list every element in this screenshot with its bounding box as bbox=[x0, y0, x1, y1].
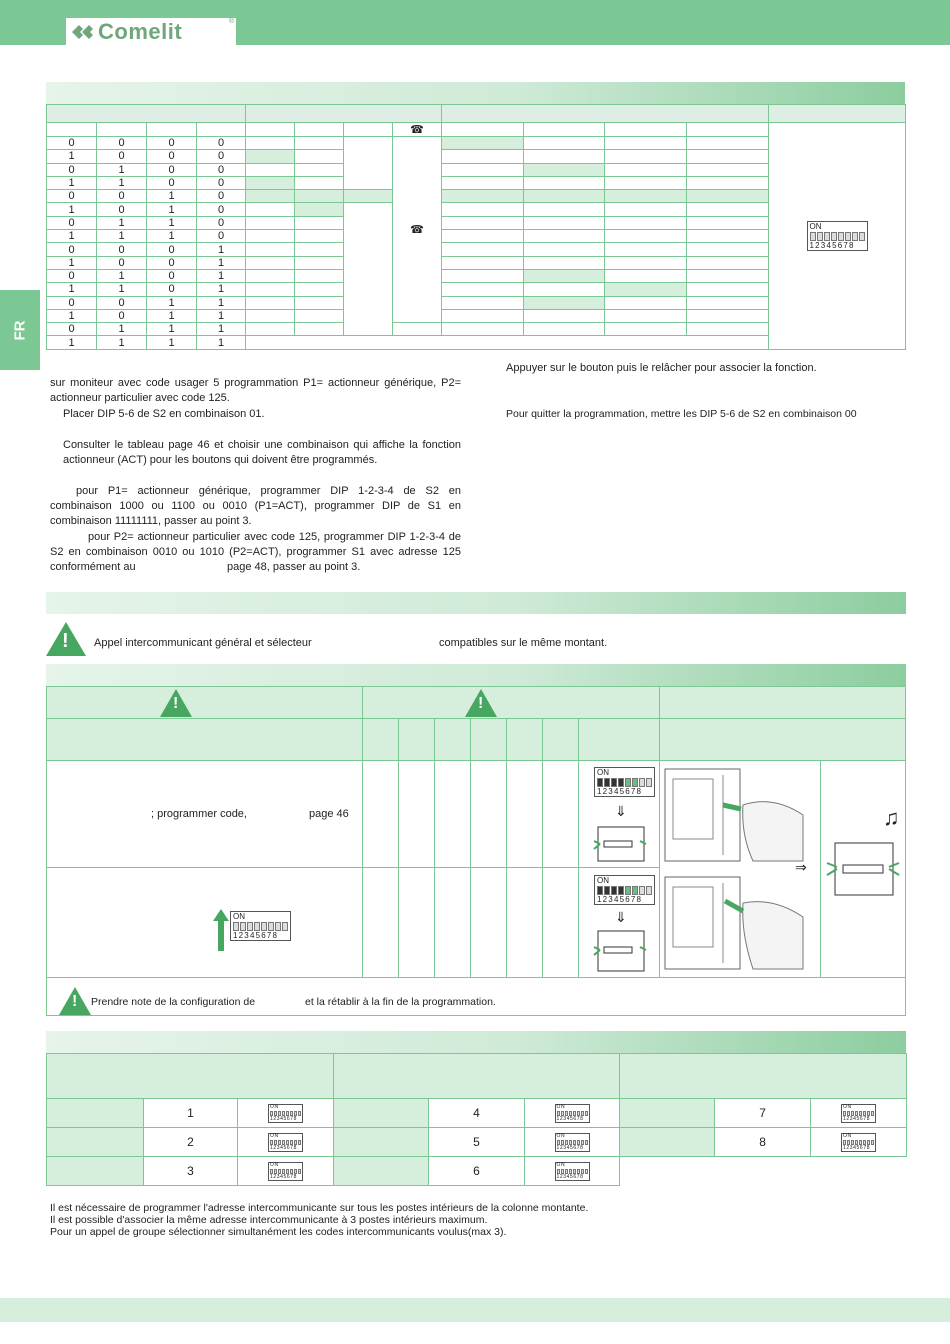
dip-switch-icon: ON 12345678 bbox=[841, 1104, 876, 1123]
left-paragraph-2: Placer DIP 5-6 de S2 en combinaison 01. bbox=[63, 408, 265, 420]
left-paragraph-4: pour P1= actionneur générique, programmer DIP 1-2-3-4 de S2 en combinaison 1000 ou 1100 ou 0010 (P1=ACT), programmer DIP de S1 en combinaison 11111111, passer au point 3. bbox=[50, 485, 461, 527]
table-row: 0 1 1 0 bbox=[47, 216, 906, 229]
warning-icon: ! bbox=[160, 689, 192, 717]
dip-switch-icon: ON 12345678 bbox=[594, 767, 655, 797]
language-tab-label: FR bbox=[11, 320, 29, 340]
table-row: 1 0 0 0 bbox=[47, 150, 906, 163]
intercom-address-table bbox=[46, 1053, 907, 1186]
note-text-a: Prendre note de la configuration de bbox=[91, 996, 256, 1008]
right-arrow-icon: ⇒ bbox=[795, 859, 807, 875]
bottom-note-1: Il est nécessaire de programmer l'adresse intercommunicante sur tous les postes intérieurs de la colonne montante. bbox=[50, 1202, 589, 1214]
table-row: 1 1 0 1 bbox=[47, 283, 906, 296]
dip-combination-table bbox=[46, 104, 906, 350]
logo-mark-icon bbox=[70, 23, 98, 41]
warning-text-a: Appel intercommunicant général et sélecteur bbox=[94, 637, 312, 649]
box-header-row-2 bbox=[47, 719, 905, 761]
left-paragraph-5b: page 48, passer au point 3. bbox=[227, 561, 361, 573]
table-row: 3 ON 12345678 6 ON 12345678 bbox=[47, 1157, 907, 1186]
table-row: 0 1 0 0 bbox=[47, 163, 906, 176]
dip-switch-icon: ON 12345678 bbox=[268, 1104, 303, 1123]
brand-name: Comelit bbox=[98, 18, 183, 44]
row1-text-a: ; programmer code, bbox=[151, 808, 247, 820]
handset-icon: ☎ bbox=[393, 123, 442, 137]
handset-icon: ☎ bbox=[410, 223, 424, 236]
dip-switch-cell bbox=[769, 123, 906, 350]
bottom-note-2: Il est possible d'associer la même adresse intercommunicante à 3 postes intérieurs maximum. bbox=[50, 1214, 488, 1226]
section-band-1 bbox=[46, 82, 905, 104]
right-paragraph-1: Appuyer sur le bouton puis le relâcher pour associer la fonction. bbox=[506, 362, 817, 374]
note-text-b: et la rétablir à la fin de la programmation. bbox=[305, 996, 496, 1008]
dip-switch-icon: ON 12345678 bbox=[555, 1133, 590, 1152]
table-row: 0 0 1 1 bbox=[47, 296, 906, 309]
table-row: 1 ON 12345678 4 ON 12345678 7 ON 12345678 bbox=[47, 1099, 907, 1128]
dip-switch-icon: ON 12345678 bbox=[268, 1133, 303, 1152]
button-led-icon bbox=[823, 837, 903, 900]
table-row: 1 1 0 0 bbox=[47, 176, 906, 189]
table-row: 0 0 1 0 bbox=[47, 190, 906, 203]
row1-text-b: page 46 bbox=[309, 808, 349, 820]
warning-text-b: compatibles sur le même montant. bbox=[439, 637, 608, 649]
monitor-press-illustration bbox=[663, 765, 813, 868]
table-row: 0 1 0 1 bbox=[47, 269, 906, 282]
programming-procedure-box bbox=[46, 686, 906, 1016]
table-row: 1 0 1 0 bbox=[47, 203, 906, 216]
dip-switch-icon: ON 12345678 bbox=[841, 1133, 876, 1152]
dip-switch-icon: ON 12345678 bbox=[268, 1162, 303, 1181]
bottom-note-3: Pour un appel de groupe sélectionner simultanément les codes intercommunicants voulus(max 3). bbox=[50, 1226, 507, 1238]
language-tab bbox=[0, 290, 40, 370]
monitor-press-illustration bbox=[663, 873, 813, 976]
down-arrow-icon: ⇓ bbox=[615, 803, 627, 819]
footer-bar bbox=[0, 1298, 950, 1322]
section-band-3 bbox=[46, 664, 906, 686]
table-row: 0 0 0 1 bbox=[47, 243, 906, 256]
up-arrow-icon bbox=[213, 909, 229, 954]
table-row: 1 0 1 1 bbox=[47, 309, 906, 322]
warning-icon: ! bbox=[46, 622, 86, 656]
warning-icon: ! bbox=[59, 987, 91, 1015]
table-row: 0 0 0 0 ☎ bbox=[47, 137, 906, 150]
table-row: 1 0 0 1 bbox=[47, 256, 906, 269]
left-paragraph-3: Consulter le tableau page 46 et choisir une combinaison qui affiche la fonction actionneur (ACT) pour les boutons qui doivent être programmés. bbox=[63, 439, 461, 466]
button-led-icon bbox=[590, 825, 650, 866]
left-paragraph-5: pour P2= actionneur particulier avec code 125, programmer DIP 1-2-3-4 de S2 en combinaison 0010 ou 1010 (P2=ACT), programmer S1 avec adresse 125 conformément au bbox=[50, 531, 461, 573]
table-row: 2 ON 12345678 5 ON 12345678 8 ON 12345678 bbox=[47, 1128, 907, 1157]
table-row: 0 1 1 1 bbox=[47, 323, 906, 336]
registered-mark: ® bbox=[228, 18, 234, 25]
left-paragraph-1: sur moniteur avec code usager 5 programmation P1= actionneur générique, P2= actionneur particulier avec code 125. bbox=[50, 377, 461, 404]
warning-icon: ! bbox=[465, 689, 497, 717]
table-row: 1 1 1 1 bbox=[47, 336, 906, 349]
brand-logo bbox=[66, 18, 236, 45]
button-led-icon bbox=[590, 929, 650, 976]
down-arrow-icon: ⇓ bbox=[615, 909, 627, 925]
dip-switch-icon: ON 12345678 bbox=[555, 1162, 590, 1181]
table-row: 1 1 1 0 bbox=[47, 230, 906, 243]
music-note-icon: ♫ bbox=[883, 805, 900, 830]
dip-switch-icon: ON 12345678 bbox=[807, 221, 868, 251]
right-paragraph-2: Pour quitter la programmation, mettre les DIP 5-6 de S2 en combinaison 00 bbox=[506, 408, 857, 420]
dip-switch-icon: ON 12345678 bbox=[230, 911, 291, 941]
section-band-2 bbox=[46, 592, 906, 614]
dip-switch-icon: ON 12345678 bbox=[555, 1104, 590, 1123]
section-band-4 bbox=[46, 1031, 906, 1053]
dip-switch-icon: ON 12345678 bbox=[594, 875, 655, 905]
